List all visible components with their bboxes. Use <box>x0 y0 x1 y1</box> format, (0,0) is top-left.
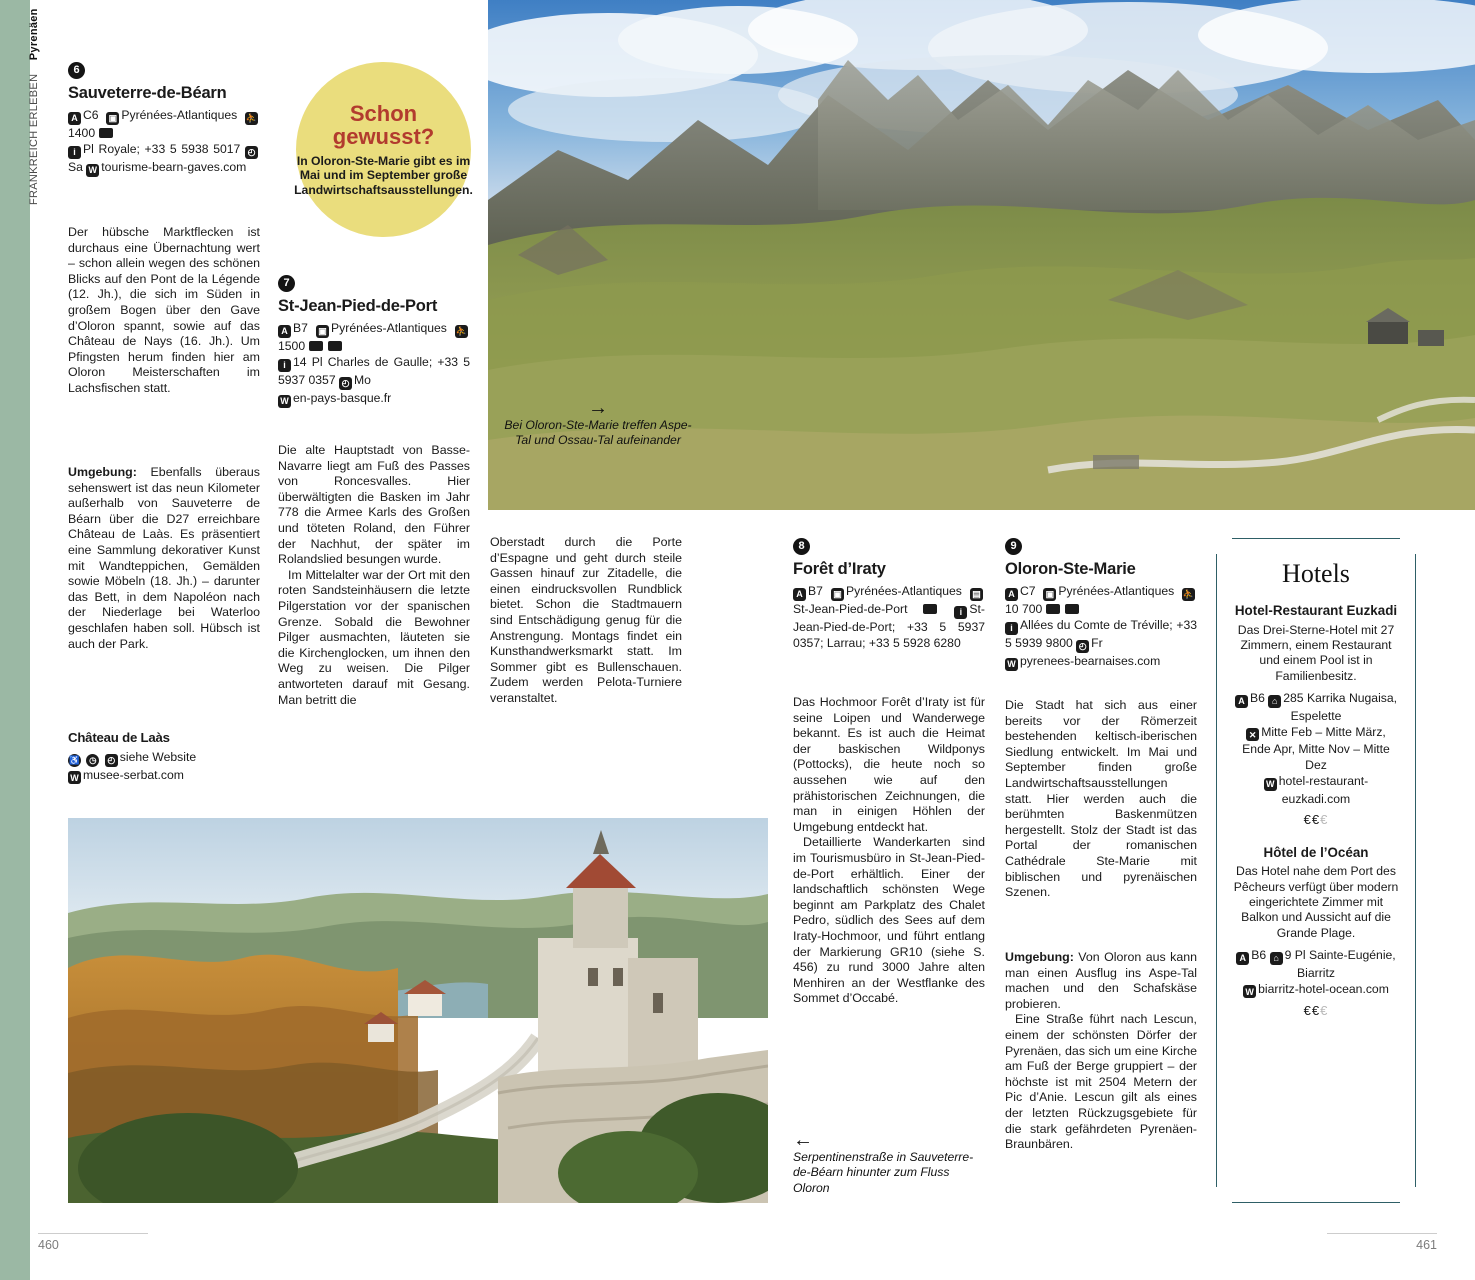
hotel-address: 285 Karrika Nugaisa, Espelette <box>1283 691 1398 723</box>
sub-info-text-1: siehe Website <box>119 750 197 764</box>
paragraph: Oberstadt durch die Porte d’Espagne und geht durch steile Gassen hinauf zur Zitadelle, die einen eindrucksvollen Rundblick bietet. Schon die Stadtmauern sind Entschädigung genug für die Anstrengung. Montags findet ein Kunsthandwerksmarkt statt. Im Sommer gibt es Bullenschauen. Zudem werden Pelota-Turniere veranstaltet. <box>490 535 682 705</box>
train-icon <box>1046 604 1060 614</box>
map-ref-icon: A <box>793 588 806 601</box>
map-ref-icon: A <box>68 112 81 125</box>
photo-sauveterre-svg <box>68 818 768 1203</box>
lead-in: Umgebung: <box>1005 950 1074 964</box>
paragraph-text: Ebenfalls überaus sehenswert ist das neun Kilometer außerhalb von Sauveterre de Béarn über die D27 erreichbare Château de Laàs. Es präsentiert eine Sammlung dekorativer Kunst mit Wandteppichen, Gemälden sowie Möbeln (18. Jh.) – darunter das Bett, in dem Napoléon nach der Niederlage bei Waterloo geschlafen haben soll. Hübsch ist auch der Park. <box>68 465 260 651</box>
footer-rule-right <box>1327 1233 1437 1234</box>
sidebar-region-text: Pyrenäen <box>28 8 40 61</box>
price-dim: € <box>1320 1003 1329 1019</box>
box-corner <box>1216 1187 1232 1203</box>
paragraph: Das Hochmoor Forêt d’Iraty ist für seine Loipen und Wanderwege bekannt. Es ist auch die Heimat der baskischen Wildponys (Pottocks), die heute noch so aussehen wie auf den prähistorischen Zeichnungen, die man in einigen Höhlen der Umgebung entdeckt hat. <box>793 695 985 834</box>
website-icon: W <box>1243 985 1256 998</box>
sub-info-text-2: musee-serbat.com <box>83 767 184 782</box>
photo-caption-bottom <box>793 1130 985 1196</box>
bus-icon <box>1065 604 1079 614</box>
population-icon: ⛹ <box>455 326 468 337</box>
sidebar-chapter-label <box>28 8 40 205</box>
hotel-closed: Mitte Feb – Mitte März, Ende Apr, Mitte Nov – Mitte Dez <box>1242 724 1390 773</box>
hotel-address: 9 Pl Sainte-Eugénie, Biarritz <box>1284 948 1396 980</box>
accessibility-icon: ♿ <box>69 755 80 765</box>
region-icon: ▣ <box>1043 588 1056 601</box>
arrow-left-icon: ← <box>793 1129 813 1151</box>
chapter-edge-tab <box>0 0 30 1280</box>
bus-icon <box>328 341 342 351</box>
population-icon: ⛹ <box>1182 589 1195 600</box>
paragraph <box>1005 950 1197 1012</box>
tourist-info-icon: i <box>278 359 291 372</box>
box-corner <box>1400 538 1416 554</box>
station-icon: ▤ <box>970 588 983 601</box>
entry-title: Forêt d’Iraty <box>793 560 886 579</box>
map-ref-icon: A <box>278 325 291 338</box>
page-number-left: 460 <box>38 1238 59 1252</box>
hotel-website: hotel-restaurant-euzkadi.com <box>1278 774 1369 806</box>
entry-stjean-body <box>278 443 470 708</box>
callout-body: In Oloron-Ste-Marie gibt es im Mai und im September große Landwirtschaftsausstellungen. <box>294 153 473 197</box>
website-icon: W <box>1264 778 1277 791</box>
train-icon <box>309 341 323 351</box>
box-corner <box>1400 1187 1416 1203</box>
hotel-info: A B6 ⌂ 9 Pl Sainte-Eugénie, Biarritz W biarritz-hotel-ocean.com <box>1231 947 1401 998</box>
caption-text: Bei Oloron-Ste-Marie treffen Aspe-Tal und Ossau-Tal aufeinander <box>504 418 692 448</box>
footer-rule-left <box>38 1233 148 1234</box>
region-icon: ▣ <box>831 588 844 601</box>
entry-stjean-continued <box>490 535 682 707</box>
website-icon: W <box>86 164 99 177</box>
entry-oloron-body <box>1005 698 1197 901</box>
closed-icon: ✕ <box>1246 728 1259 741</box>
map-ref-icon: A <box>1235 695 1248 708</box>
entry-oloron-surroundings <box>1005 950 1197 1153</box>
market-day-icon: ◴ <box>245 146 258 159</box>
entry-sauveterre-surroundings <box>68 465 260 652</box>
sidebar-chapter-text: FRANKREICH ERLEBEN <box>28 73 40 205</box>
entry-info-line: A C6 ▣ Pyrénées-Atlantiques ⛹1400 i Pl Royale; +33 5 5938 5017 ◴Sa W tourisme-bearn-gaves.com <box>68 108 258 176</box>
hotel-name: Hôtel de l’Océan <box>1263 844 1369 860</box>
paragraph: Die alte Hauptstadt von Basse-Navarre liegt am Fuß des Passes von Roncesvalles. Hier überwältigten die Basken im Jahr 778 die Armee Karls des Großen und töteten Roland, den Führer der Nachhut, der später im Rolandslied besungen wurde. <box>278 443 470 567</box>
market-day-icon: ◴ <box>1076 640 1089 653</box>
entry-number-badge: 7 <box>278 275 295 292</box>
tourist-info-icon: i <box>1005 622 1018 635</box>
photo-sauveterre-village <box>68 818 768 1203</box>
hotel-price: €€€ <box>1303 1003 1329 1019</box>
paragraph: Im Mittelalter war der Ort mit den roten Sandsteinhäusern die letzte Pilgerstation vor der spanischen Grenze. Sobald die Bewohner Pilger ausmachten, läuteten sie die Kirchenglocken, um ihnen den Weg zu weisen. Die Pilger antworteten darauf mit Gesang. Man betritt die <box>278 567 470 707</box>
entry-sauveterre-sub <box>68 730 260 786</box>
hotel-item <box>1217 827 1415 1019</box>
opening-hours-icon: ◴ <box>105 754 118 767</box>
paragraph <box>68 465 260 652</box>
hotel-description: Das Hotel nahe dem Port des Pêcheurs verfügt über modern eingerichtete Zimmer mit Balkon und Aussicht auf die Grande Plage. <box>1233 864 1399 940</box>
entry-sauveterre-body <box>68 225 260 397</box>
hotel-name: Hotel-Restaurant Euzkadi <box>1234 603 1398 618</box>
entry-title: Sauveterre-de-Béarn <box>68 84 227 103</box>
caption-text: Serpentinenstraße in Sauveterre-de-Béarn hinunter zum Fluss Oloron <box>793 1150 974 1195</box>
hotel-info: A B6 ⌂ 285 Karrika Nugaisa, Espelette ✕ Mitte Feb – Mitte März, Ende Apr, Mitte Nov – Mitte Dez W hotel-restaurant-euzkadi.com <box>1231 690 1401 807</box>
region-icon: ▣ <box>106 112 119 125</box>
map-ref-icon: A <box>1236 952 1249 965</box>
tourist-info-icon: i <box>68 146 81 159</box>
region-icon: ▣ <box>316 325 329 338</box>
paragraph: Eine Straße führt nach Lescun, einem der schönsten Dörfer der Pyrenäen, das sich um eine Kirche am Fuß der Berge gruppiert – der höchste ist mit 2504 Metern der Pic d’Anie. Lescun gilt als eines der letzten Rückzugsgebiete für die stark gefährdeten Pyrenäen-Braunbären. <box>1005 1012 1197 1152</box>
entry-iraty-body <box>793 695 985 1007</box>
address-icon: ⌂ <box>1270 952 1283 965</box>
hotel-description: Das Drei-Sterne-Hotel mit 27 Zimmern, einem Restaurant und einem Pool ist in Familienbesitz. <box>1237 622 1395 683</box>
clock-icon: ◷ <box>86 754 99 767</box>
callout-title: Schon gewusst? <box>332 100 435 149</box>
hotels-heading: Hotels <box>1282 559 1350 588</box>
entry-info-line: A C7 ▣ Pyrénées-Atlantiques ⛹10 700 i Allées du Comte de Tréville; +33 5 5939 9800 ◴ Fr W pyrenees-bearnaises.com <box>1005 584 1197 669</box>
price-dim: € <box>1320 811 1329 827</box>
paragraph: Detaillierte Wanderkarten sind im Tourismusbüro in St-Jean-Pied-de-Port erhältlich. Einer der landschaftlich schönsten Wege beginnt am Parkplatz des Chalet Pedro, südlich des Sees auf dem Iraty-Hochmoor, und führt entlang der Markierung GR10 (siehe S. 456) zu rund 3000 Jahre alten Menhiren an der Westflanke des Sommet d’Occabé. <box>793 835 985 1006</box>
entry-title: Oloron-Ste-Marie <box>1005 560 1136 579</box>
entry-sauveterre <box>68 62 260 179</box>
sub-entry-title: Château de Laàs <box>68 730 170 745</box>
entry-number-badge: 6 <box>68 62 85 79</box>
entry-foret-iraty <box>793 538 985 654</box>
hotels-box <box>1216 538 1416 1203</box>
lead-in: Umgebung: <box>68 465 137 479</box>
arrow-right-icon: → <box>588 397 608 419</box>
website-icon: W <box>278 395 291 408</box>
hotel-price: €€€ <box>1303 811 1329 827</box>
sub-entry-info <box>68 749 260 784</box>
entry-number-badge: 8 <box>793 538 810 555</box>
entry-stjean <box>278 275 470 410</box>
paragraph-text: Von Oloron aus kann man einen Ausflug ins Aspe-Tal machen und den Schafskäse probieren. <box>1005 950 1197 1011</box>
paragraph: Der hübsche Marktflecken ist durchaus eine Übernachtung wert – schon allein wegen des schönen Blicks auf den Pont de la Légende (12. Jh.), die sich im Süden in großem Bogen über den Gave d’Oloron spannt, sowie auf das Château de Nays (16. Jh.). Um Pfingsten herum finden hier am Oloron Meisterschaften im Lachsfischen statt. <box>68 225 260 395</box>
hotel-website: biarritz-hotel-ocean.com <box>1258 981 1389 996</box>
population-icon: ⛹ <box>245 113 258 124</box>
box-corner <box>1216 538 1232 554</box>
entry-info-line: A B7 ▣ Pyrénées-Atlantiques ▤St-Jean-Pied-de-Port i St-Jean-Pied-de-Port; +33 5 5937 0357; Larrau; +33 5 5928 6280 <box>793 584 985 651</box>
entry-oloron <box>1005 538 1197 673</box>
paragraph: Die Stadt hat sich aus einer bereits vor der Römerzeit bestehenden keltisch-iberischen Siedlung entwickelt. Im Mai und September finden große Landwirtschaftsausstellungen statt. Hier werden auch die berühmten Baskenmützen hergestellt. Stolz der Stadt ist das Portal der romanischen Cathédrale Ste-Marie mit biblischen und pyrenäischen Szenen. <box>1005 698 1197 900</box>
website-icon: W <box>1005 658 1018 671</box>
transport-icon <box>99 128 113 138</box>
entry-title: St-Jean-Pied-de-Port <box>278 297 438 316</box>
page-number-right: 461 <box>1416 1238 1437 1252</box>
bus-icon <box>923 604 937 614</box>
tourist-info-icon: i <box>954 606 967 619</box>
entry-number-badge: 9 <box>1005 538 1022 555</box>
market-day-icon: ◴ <box>339 377 352 390</box>
address-icon: ⌂ <box>1268 695 1281 708</box>
map-ref-icon: A <box>1005 588 1018 601</box>
photo-caption-top <box>498 398 698 449</box>
hotel-item <box>1217 603 1415 827</box>
did-you-know-callout <box>296 62 471 237</box>
website-icon: W <box>68 771 81 784</box>
entry-info-line: A B7 ▣ Pyrénées-Atlantiques ⛹1500 i 14 Pl Charles de Gaulle; +33 5 5937 0357 ◴ Mo W en-pays-basque.fr <box>278 321 470 406</box>
